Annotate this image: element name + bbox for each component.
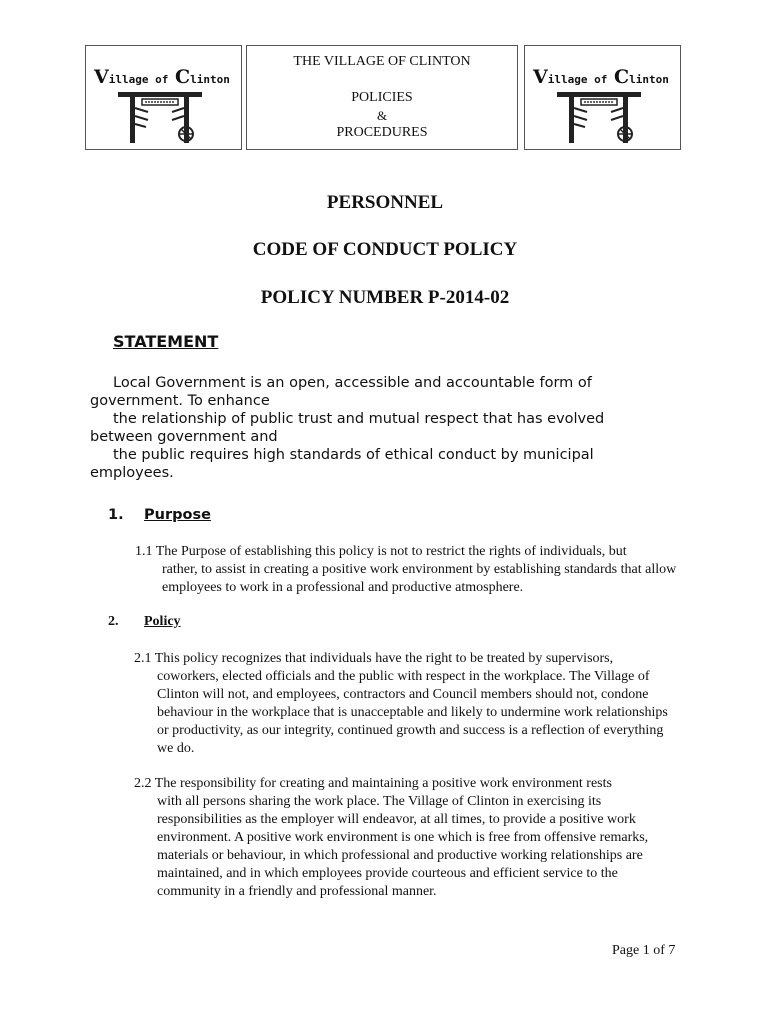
header-title-box [246, 45, 518, 150]
paragraph-2-1: 2.1 This policy recognizes that individuals have the right to be treated by supervisors, coworkers, elected officials and the public with respect in the workplace. The Village of Clinton will not, and employees, contractors and Council members should not, condone behaviour in the workplace that is unacceptable and likely to undermine work relationships or productivity, as our integrity, continued growth and success is a reflection of everything we do. [134, 651, 668, 756]
gate-logo-icon [555, 90, 645, 146]
section-number: 1. [108, 507, 124, 523]
section-number: 2. [108, 614, 119, 629]
policy-number: POLICY NUMBER P-2014-02 [260, 287, 510, 308]
statement-line: the public requires high standards of ethical conduct by municipal employees. [90, 447, 594, 481]
policy-name: CODE OF CONDUCT POLICY [252, 239, 518, 260]
logo-wordmark: Village of Clinton [533, 66, 669, 88]
header-logo-left [85, 45, 242, 150]
statement-heading: STATEMENT [113, 332, 219, 351]
statement-line: the relationship of public trust and mutual respect that has evolved between government and [90, 411, 605, 445]
header-logo-right [524, 45, 681, 150]
gate-logo-icon [116, 90, 206, 146]
org-name: THE VILLAGE OF CLINTON [293, 54, 471, 69]
section-title-policy: Policy [144, 614, 181, 629]
logo-wordmark: Village of Clinton [94, 66, 230, 88]
section-title-purpose: Purpose [144, 507, 211, 523]
paragraph-2-2: 2.2 The responsibility for creating and maintaining a positive work environment rests with all persons sharing the work place. The Village of Clinton in exercising its responsibilities as the employer will endeavor, at all times, to provide a positive work environment. A positive work environment is one which is free from offensive remarks, materials or behaviour, in which professional and productive working relationships are maintained, and in which employees provide courteous and efficient service to the community in a friendly and professional manner. [134, 776, 649, 899]
page-number: Page 1 of 7 [612, 943, 676, 958]
statement-line: Local Government is an open, accessible and accountable form of government. To enhance [90, 375, 592, 409]
paragraph-1-1: 1.1 The Purpose of establishing this policy is not to restrict the rights of individuals, but rather, to assist in creating a positive work environment by establishing standards that allow employees to work in a professional and productive atmosphere. [135, 544, 677, 595]
header-ampersand: & [376, 108, 388, 123]
header-procedures: PROCEDURES [336, 125, 428, 140]
header-policies: POLICIES [351, 90, 413, 105]
category-title: PERSONNEL [326, 192, 444, 213]
